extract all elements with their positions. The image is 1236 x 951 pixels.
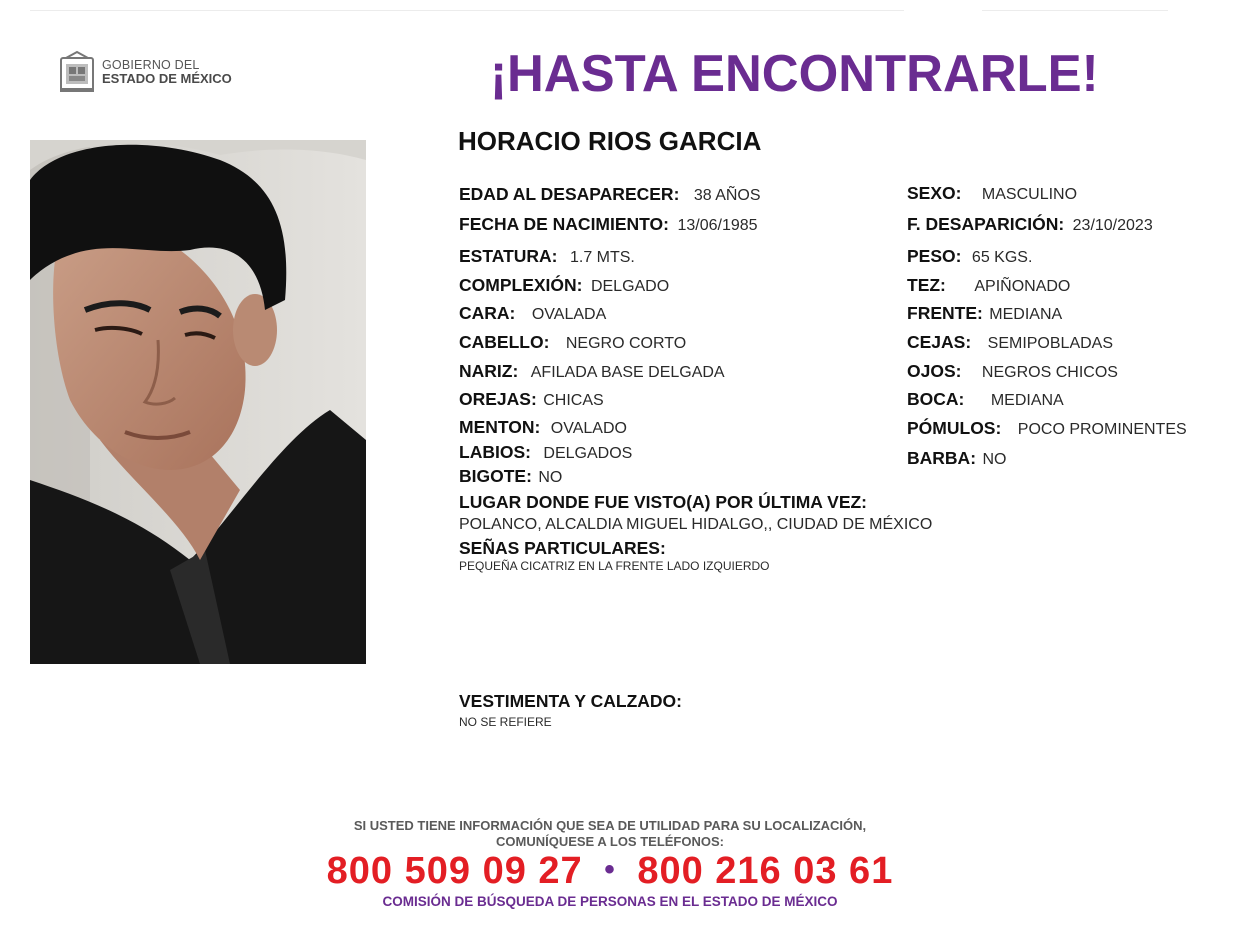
person-portrait-icon [30,140,366,664]
footer-info-line-2: COMUNÍQUESE A LOS TELÉFONOS: [496,834,724,849]
field-cara [459,303,606,324]
field-value: 23/10/2023 [1072,217,1153,234]
field-label: OREJAS: [459,389,537,409]
field-value: MEDIANA [990,392,1064,409]
last-seen-value: POLANCO, ALCALDIA MIGUEL HIDALGO,, CIUDAD DE MÉXICO [459,516,933,533]
agency-name: COMISIÓN DE BÚSQUEDA DE PERSONAS EN EL ESTADO DE MÉXICO [382,894,838,909]
field-label: COMPLEXIÓN: [459,275,583,295]
field-value: 13/06/1985 [677,217,758,234]
field-bigote [459,466,562,487]
field-estatura [459,246,635,267]
field-cabello [459,332,686,353]
field-label: EDAD AL DESAPARECER: [459,184,680,204]
person-name: HORACIO RIOS GARCIA [458,126,762,156]
field-sexo [907,183,1077,204]
field-label: TEZ: [907,275,946,295]
field-menton [459,417,627,438]
field-edad [459,184,761,205]
field-label: MENTON: [459,417,541,437]
field-label: PESO: [907,246,962,266]
field-label: CARA: [459,303,516,323]
field-value: NO [538,469,563,486]
field-value: 1.7 MTS. [569,249,635,266]
field-value: DELGADO [590,278,670,295]
last-seen-label: LUGAR DONDE FUE VISTO(A) POR ÚLTIMA VEZ: [459,492,868,512]
field-label: FECHA DE NACIMIENTO: [459,214,669,234]
phone-2[interactable]: 800 216 03 61 [637,850,894,892]
field-f-desaparicion [907,214,1153,235]
field-value: MASCULINO [981,186,1078,203]
field-value: 38 AÑOS [693,187,761,204]
marks-label: SEÑAS PARTICULARES: [459,538,666,558]
state-seal-icon [58,50,96,94]
field-value: MEDIANA [989,306,1063,323]
field-boca [907,389,1064,410]
field-value: SEMIPOBLADAS [987,335,1114,352]
field-value: NO [982,451,1007,468]
field-label: BIGOTE: [459,466,532,486]
footer-info [260,818,960,850]
field-value: OVALADO [550,420,627,437]
field-label: NARIZ: [459,361,519,381]
field-label: BOCA: [907,389,965,409]
field-label: ESTATURA: [459,246,558,266]
field-value: POCO PROMINENTES [1017,421,1187,438]
phone-separator: • [604,853,616,886]
field-fecha-nacimiento [459,214,758,235]
headline: ¡HASTA ENCONTRARLE! [490,45,1099,103]
field-label: PÓMULOS: [907,418,1002,438]
field-frente [907,303,1062,324]
missing-person-photo [30,140,366,664]
field-orejas [459,389,604,410]
footer-info-line-1: SI USTED TIENE INFORMACIÓN QUE SEA DE UTILIDAD PARA SU LOCALIZACIÓN, [353,818,867,833]
logo-line-1: GOBIERNO DEL [102,58,200,72]
field-value: 65 KGS. [971,249,1033,266]
field-barba [907,448,1006,469]
field-cejas [907,332,1113,353]
clothing-label: VESTIMENTA Y CALZADO: [459,691,682,711]
field-complexion [459,275,669,296]
government-logo [58,50,232,94]
field-value: CHICAS [543,392,604,409]
logo-line-2: ESTADO DE MÉXICO [102,71,232,86]
field-labios [459,442,632,463]
field-ojos [907,361,1118,382]
field-label: OJOS: [907,361,962,381]
field-label: FRENTE: [907,303,983,323]
phone-1[interactable]: 800 509 09 27 [326,850,583,892]
marks-value: PEQUEÑA CICATRIZ EN LA FRENTE LADO IZQUIERDO [459,559,770,573]
top-rule-left [30,10,904,11]
field-nariz [459,361,725,382]
field-value: APIÑONADO [974,278,1071,295]
phone-numbers [258,850,962,893]
field-label: BARBA: [907,448,977,468]
field-label: F. DESAPARICIÓN: [907,214,1065,234]
top-rule-right [982,10,1168,11]
field-value: NEGRO CORTO [565,335,687,352]
field-tez [907,275,1070,296]
field-label: CABELLO: [459,332,550,352]
clothing-value: NO SE REFIERE [459,715,552,729]
field-label: LABIOS: [459,442,531,462]
field-peso [907,246,1032,267]
field-value: AFILADA BASE DELGADA [530,364,725,381]
field-value: DELGADOS [543,445,633,462]
field-pomulos [907,418,1187,439]
field-label: SEXO: [907,183,962,203]
field-value: OVALADA [531,306,607,323]
field-label: CEJAS: [907,332,972,352]
field-value: NEGROS CHICOS [981,364,1118,381]
